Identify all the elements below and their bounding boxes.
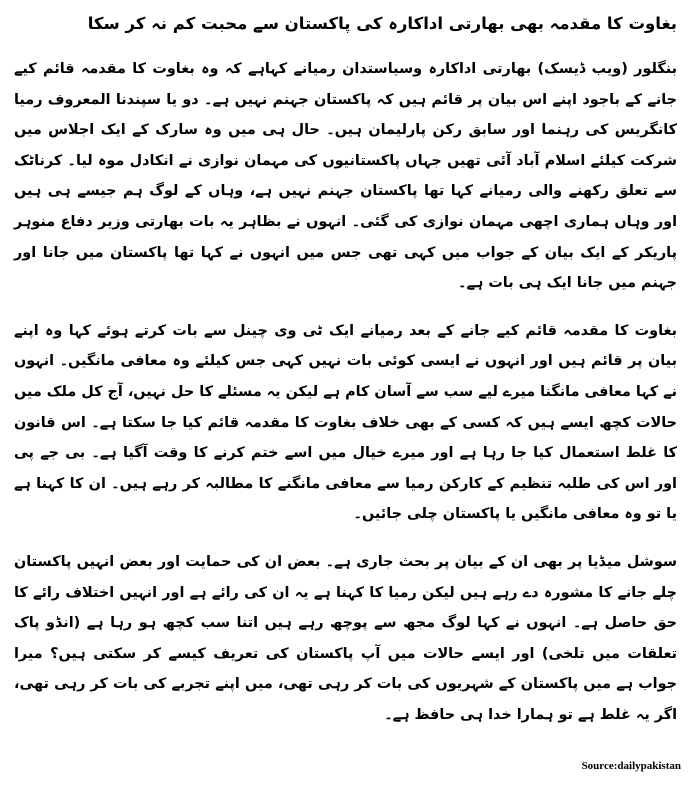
article-paragraph: بنگلور (ویب ڈیسک) بھارتی اداکارہ وسیاستدان رمیانے کہاہے کہ وہ بغاوت کا مقدمہ قائم کیے جانے کے باجود اپنے اس بیان پر قائم ہیں کہ پاکستان جہنم نہیں ہے۔ دو یا سپندنا المعروف رمیا کانگریس کی رہنما اور سابق رکن پارلیمان ہیں۔ حال ہی میں وہ سارک کے ایک اجلاس میں شرکت کیلئے اسلام آباد آئی تھیں جہاں پاکستانیوں کی مہمان نوازی نے انکادل موہ لیا۔ کرناٹک سے تعلق رکھنے والی رمیانے کہا تھا پاکستان جہنم نہیں ہے، وہاں کے لوگ ہم جیسے ہی ہیں اور وہاں ہماری اچھی مہمان نوازی کی گئی۔ انہوں نے بظاہر یہ بات بھارتی وزیر دفاع منوہر پاریکر کے ایک بیان کے جواب میں کہی تھی جس میں انہوں نے کہا تھا پاکستان میں جانا اور جہنم میں جانا ایک ہی بات ہے۔ [14, 61, 677, 292]
source-credit: Source:dailypakistan [581, 760, 681, 772]
article-paragraph: سوشل میڈیا پر بھی ان کے بیان پر بحث جاری ہے۔ بعض ان کی حمایت اور بعض انہیں پاکستان چلے جانے کا مشورہ دے رہے ہیں لیکن رمیا کا کہنا ہے یہ ان کی رائے ہے اور انہیں اختلاف رائے کا حق حاصل ہے۔ انہوں نے کہا لوگ مجھ سے پوچھ رہے ہیں اتنا سب کچھ ہو رہا ہے (انڈو پاک تعلقات میں تلخی) اور ایسے حالات میں آپ پاکستان کی تعریف کیسے کر سکتی ہیں؟ میرا جواب ہے میں پاکستان کے شہریوں کی بات کر رہی تھی، میں اپنے تجربے کی بات کر رہی تھی، اگر یہ غلط ہے تو ہمارا خدا ہی حافظ ہے۔ [14, 553, 677, 723]
article-headline: بغاوت کا مقدمہ بھی بھارتی اداکارہ کی پاکستان سے محبت کم نہ کر سکا [87, 14, 677, 33]
article-body [14, 54, 677, 730]
article-paragraph: بغاوت کا مقدمہ قائم کیے جانے کے بعد رمیانے ایک ٹی وی چینل سے بات کرتے ہوئے کہا وہ اپنے بیان پر قائم ہیں اور انہوں نے ایسی کوئی بات نہیں کہی جس کیلئے وہ معافی مانگیں۔ انہوں نے کہا معافی مانگنا میرے لیے سب سے آسان کام ہے لیکن یہ مسئلے کا حل نہیں، آج کل ملک میں حالات کچھ ایسے ہیں کہ کسی کے بھی خلاف بغاوت کا مقدمہ قائم کیا جا سکتا ہے۔ اس قانون کا غلط استعمال کیا جا رہا ہے اور میرے خیال میں اسے ختم کرنے کا وقت آگیا ہے۔ بی جے پی اور اس کی طلبہ تنظیم کے کارکن رمیا سے معافی مانگنے کا مطالبہ کر رہے ہیں۔ ان کا کہنا ہے یا تو وہ معافی مانگیں یا پاکستان چلی جائیں۔ [14, 322, 677, 523]
